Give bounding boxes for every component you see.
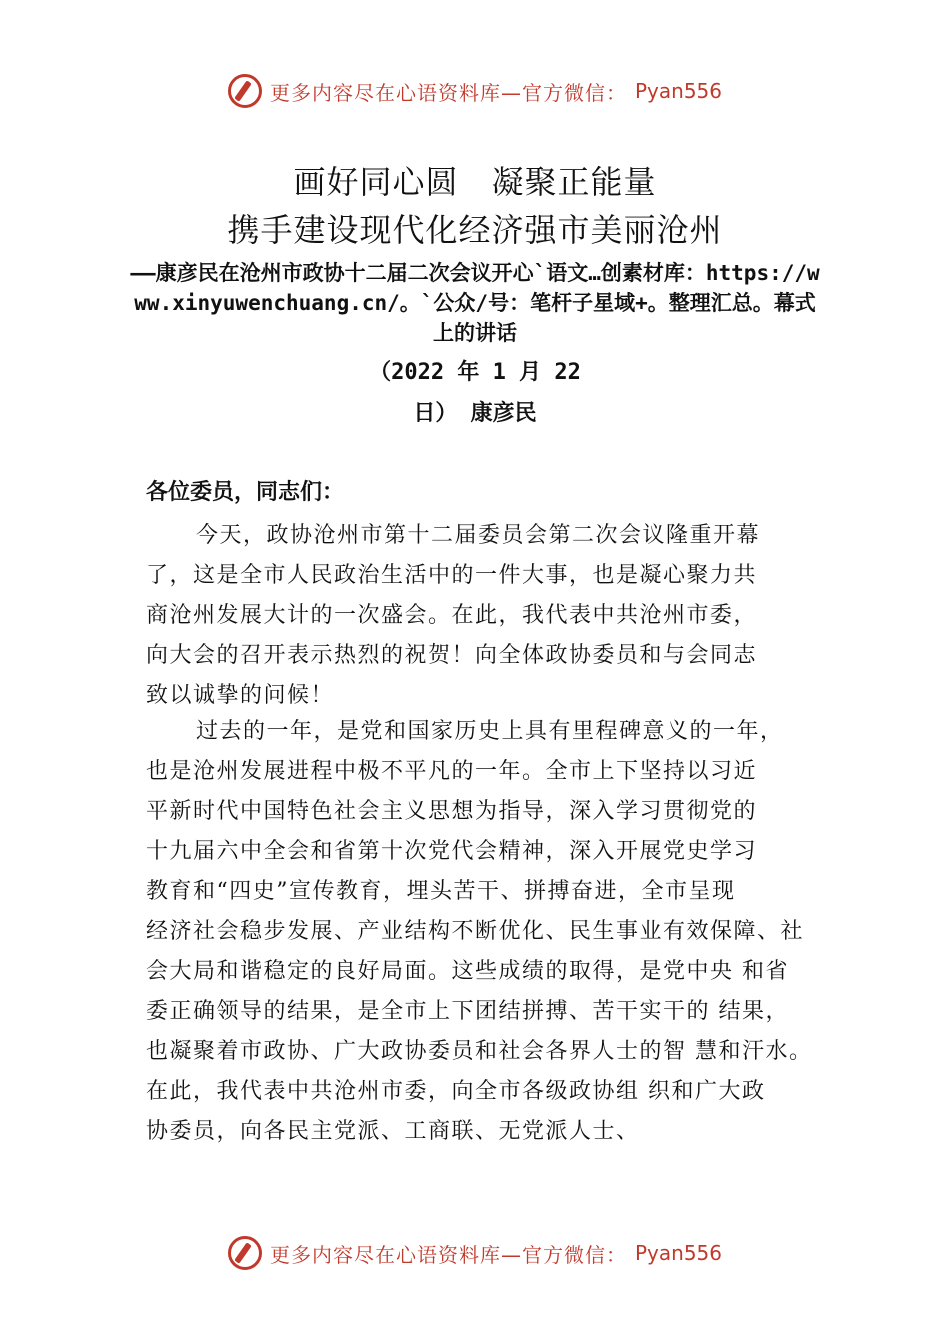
paragraph-line: 会大局和谐稳定的良好局面。这些成绩的取得，是党中央 和省 (146, 959, 789, 984)
paragraph-2 (146, 712, 866, 1152)
paragraph-line: 协委员，向各民主党派、工商联、无党派人士、 (146, 1119, 640, 1144)
paragraph-line: 平新时代中国特色社会主义思想为指导，深入学习贯彻党的 (146, 799, 758, 824)
paragraph-line: 经济社会稳步发展、产业结构不断优化、民生事业有效保障、社 (146, 919, 805, 944)
paragraph-line: 也凝聚着市政协、广大政协委员和社会各界人士的智 慧和汗水。 (146, 1039, 813, 1064)
brush-logo-icon (228, 74, 262, 108)
document-subtitle: ——康彦民在沧州市政协十二届二次会议开心`语文…创素材库：https://www.xinyuwenchuang.cn/。`公众/号：笔杆子星域+。整理汇总。幕式上的讲话 (130, 261, 820, 345)
watermark-text: 更多内容尽在心语资料库—官方微信： (269, 1242, 627, 1267)
paragraph-line: 十九届六中全会和省第十次党代会精神，深入开展党史学习 (146, 839, 758, 864)
paragraph-line: 也是沧州发展进程中极不平凡的一年。全市上下坚持以习近 (146, 759, 758, 784)
watermark-footer (0, 1236, 950, 1270)
paragraph-line: 过去的一年，是党和国家历史上具有里程碑意义的一年， (196, 719, 784, 744)
paragraph-line: 商沧州发展大计的一次盛会。在此，我代表中共沧州市委， (146, 603, 758, 628)
document-title-line1: 画好同心圆 凝聚正能量 (293, 163, 657, 201)
watermark-header (0, 74, 950, 108)
paragraph-1 (146, 516, 866, 716)
paragraph-line: 向大会的召开表示热烈的祝贺！向全体政协委员和与会同志 (146, 643, 758, 668)
paragraph-line: 致以诚挚的问候！ (146, 683, 335, 708)
date-line1: （2022 年 1 月 22 (369, 360, 581, 385)
paragraph-line: 今天，政协沧州市第十二届委员会第二次会议隆重开幕 (196, 523, 761, 548)
paragraph-line: 委正确领导的结果，是全市上下团结拼搏、苦干实干的 结果， (146, 999, 789, 1024)
watermark-wechat-id: Pyan556 (634, 79, 722, 103)
paragraph-line: 在此，我代表中共沧州市委，向全市各级政协组 织和广大政 (146, 1079, 766, 1104)
watermark-text: 更多内容尽在心语资料库—官方微信： (269, 80, 627, 105)
paragraph-line: 教育和“四史”宣传教育，埋头苦干、拼搏奋进，全市呈现 (146, 879, 736, 904)
paragraph-line: 了，这是全市人民政治生活中的一件大事，也是凝心聚力共 (146, 563, 758, 588)
date-line2: 日） 康彦民 (413, 401, 537, 426)
salutation: 各位委员，同志们： (146, 480, 345, 505)
document-title-line2: 携手建设现代化经济强市美丽沧州 (227, 211, 723, 249)
watermark-wechat-id: Pyan556 (634, 1241, 722, 1265)
brush-logo-icon (228, 1236, 262, 1270)
